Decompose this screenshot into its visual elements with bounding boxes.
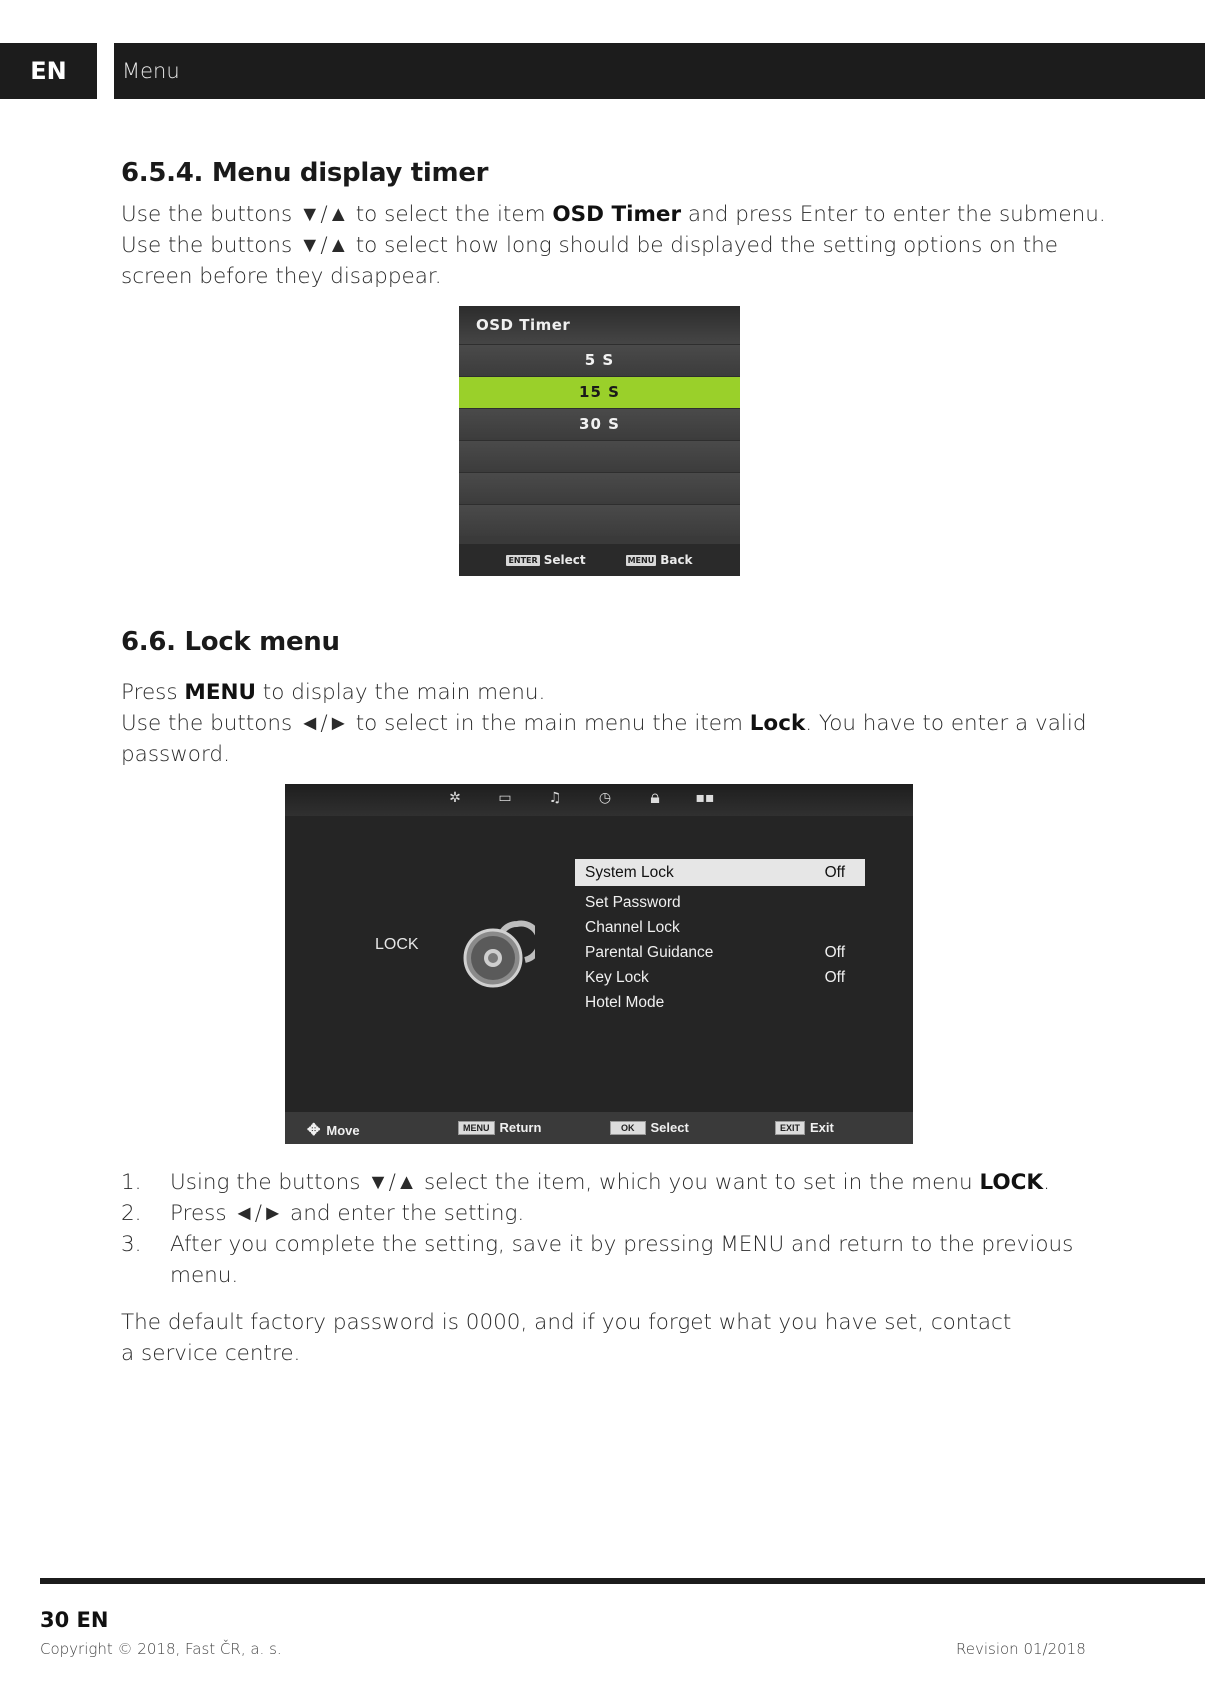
apps-icon[interactable]: ▪▪ [695,790,715,806]
lock-item-parental-guidance[interactable]: Parental Guidance Off [585,943,845,961]
revision: Revision 01/2018 [956,1640,1086,1658]
menu-key-icon: MENU [627,556,655,565]
select-hint: OK Select [610,1120,689,1135]
lock-item-set-password[interactable]: Set Password [585,893,681,911]
paragraph-osd-timer: Use the buttons ▼/▲ to select the item OSD Timer and press Enter to enter the submenu. Use the buttons ▼/▲ to select how long should be displayed the setting options on the screen before they disappear. [121,202,1106,289]
osd-option-empty [459,440,740,472]
osd-option-selected[interactable]: 15 S [459,376,740,408]
lock-options-list [575,859,865,1015]
osd-back-hint: MENU Back [627,553,693,567]
osd-option-empty [459,504,740,536]
section-title-menu-display-timer: 6.5.4. Menu display timer [121,158,489,188]
list-item: 2. Press ◄/► and enter the setting. [121,1201,525,1226]
music-icon[interactable]: ♫ [548,790,562,806]
lock-item-channel-lock[interactable]: Channel Lock [585,918,680,936]
osd-timer-title: OSD Timer [459,306,740,344]
list-item: 1. Using the buttons ▼/▲ select the item, which you want to set in the menu LOCK. [121,1170,1050,1195]
lock-category-label: LOCK [375,936,419,953]
osd-timer-menu [459,306,740,576]
menu-key-icon: MENU [458,1121,495,1135]
lock-item-hotel-mode[interactable]: Hotel Mode [585,993,665,1011]
language-tab: EN [0,43,97,99]
section-title-lock-menu: 6.6. Lock menu [121,627,340,657]
list-item: 3. After you complete the setting, save it by pressing MENU and return to the previous menu. [121,1232,1074,1288]
osd-select-hint: ENTER Select [508,553,586,567]
lock-footer [285,1112,913,1144]
lock-icon[interactable]: 🔒︎ [650,787,660,808]
page-number: 30 EN [40,1608,109,1632]
osd-option-empty [459,472,740,504]
enter-key-icon: ENTER [508,556,538,565]
exit-hint: EXIT Exit [775,1120,834,1135]
lock-item-key-lock[interactable]: Key Lock Off [585,968,845,986]
osd-option[interactable]: 5 S [459,344,740,376]
gear-icon[interactable]: ✲ [449,790,461,806]
clock-icon[interactable]: ◷ [598,790,612,806]
move-arrows-icon: ✥ [307,1122,321,1139]
paragraph-lock-menu: Press MENU to display the main menu. Use the buttons ◄/► to select in the main menu the item Lock. You have to enter a valid password. [121,680,1087,767]
padlock-icon [455,912,535,992]
monitor-icon[interactable]: ▭ [498,790,512,806]
exit-key-icon: EXIT [775,1121,805,1135]
copyright: Copyright © 2018, Fast ČR, a. s. [40,1640,282,1658]
osd-option[interactable]: 30 S [459,408,740,440]
steps-list [121,1167,1121,1291]
paragraph-default-password: The default factory password is 0000, and if you forget what you have set, contact a service centre. [121,1310,1012,1366]
osd-footer [459,544,740,576]
section-header: Menu [114,43,1205,99]
ok-key-icon: OK [610,1121,646,1135]
lock-menu-screen [285,784,913,1144]
move-hint: ✥ Move [307,1122,360,1139]
return-hint: MENU Return [458,1120,541,1135]
footer-rule [40,1578,1205,1584]
lock-item-system-lock[interactable]: System Lock Off [575,859,865,886]
main-menu-tabs [285,784,913,816]
